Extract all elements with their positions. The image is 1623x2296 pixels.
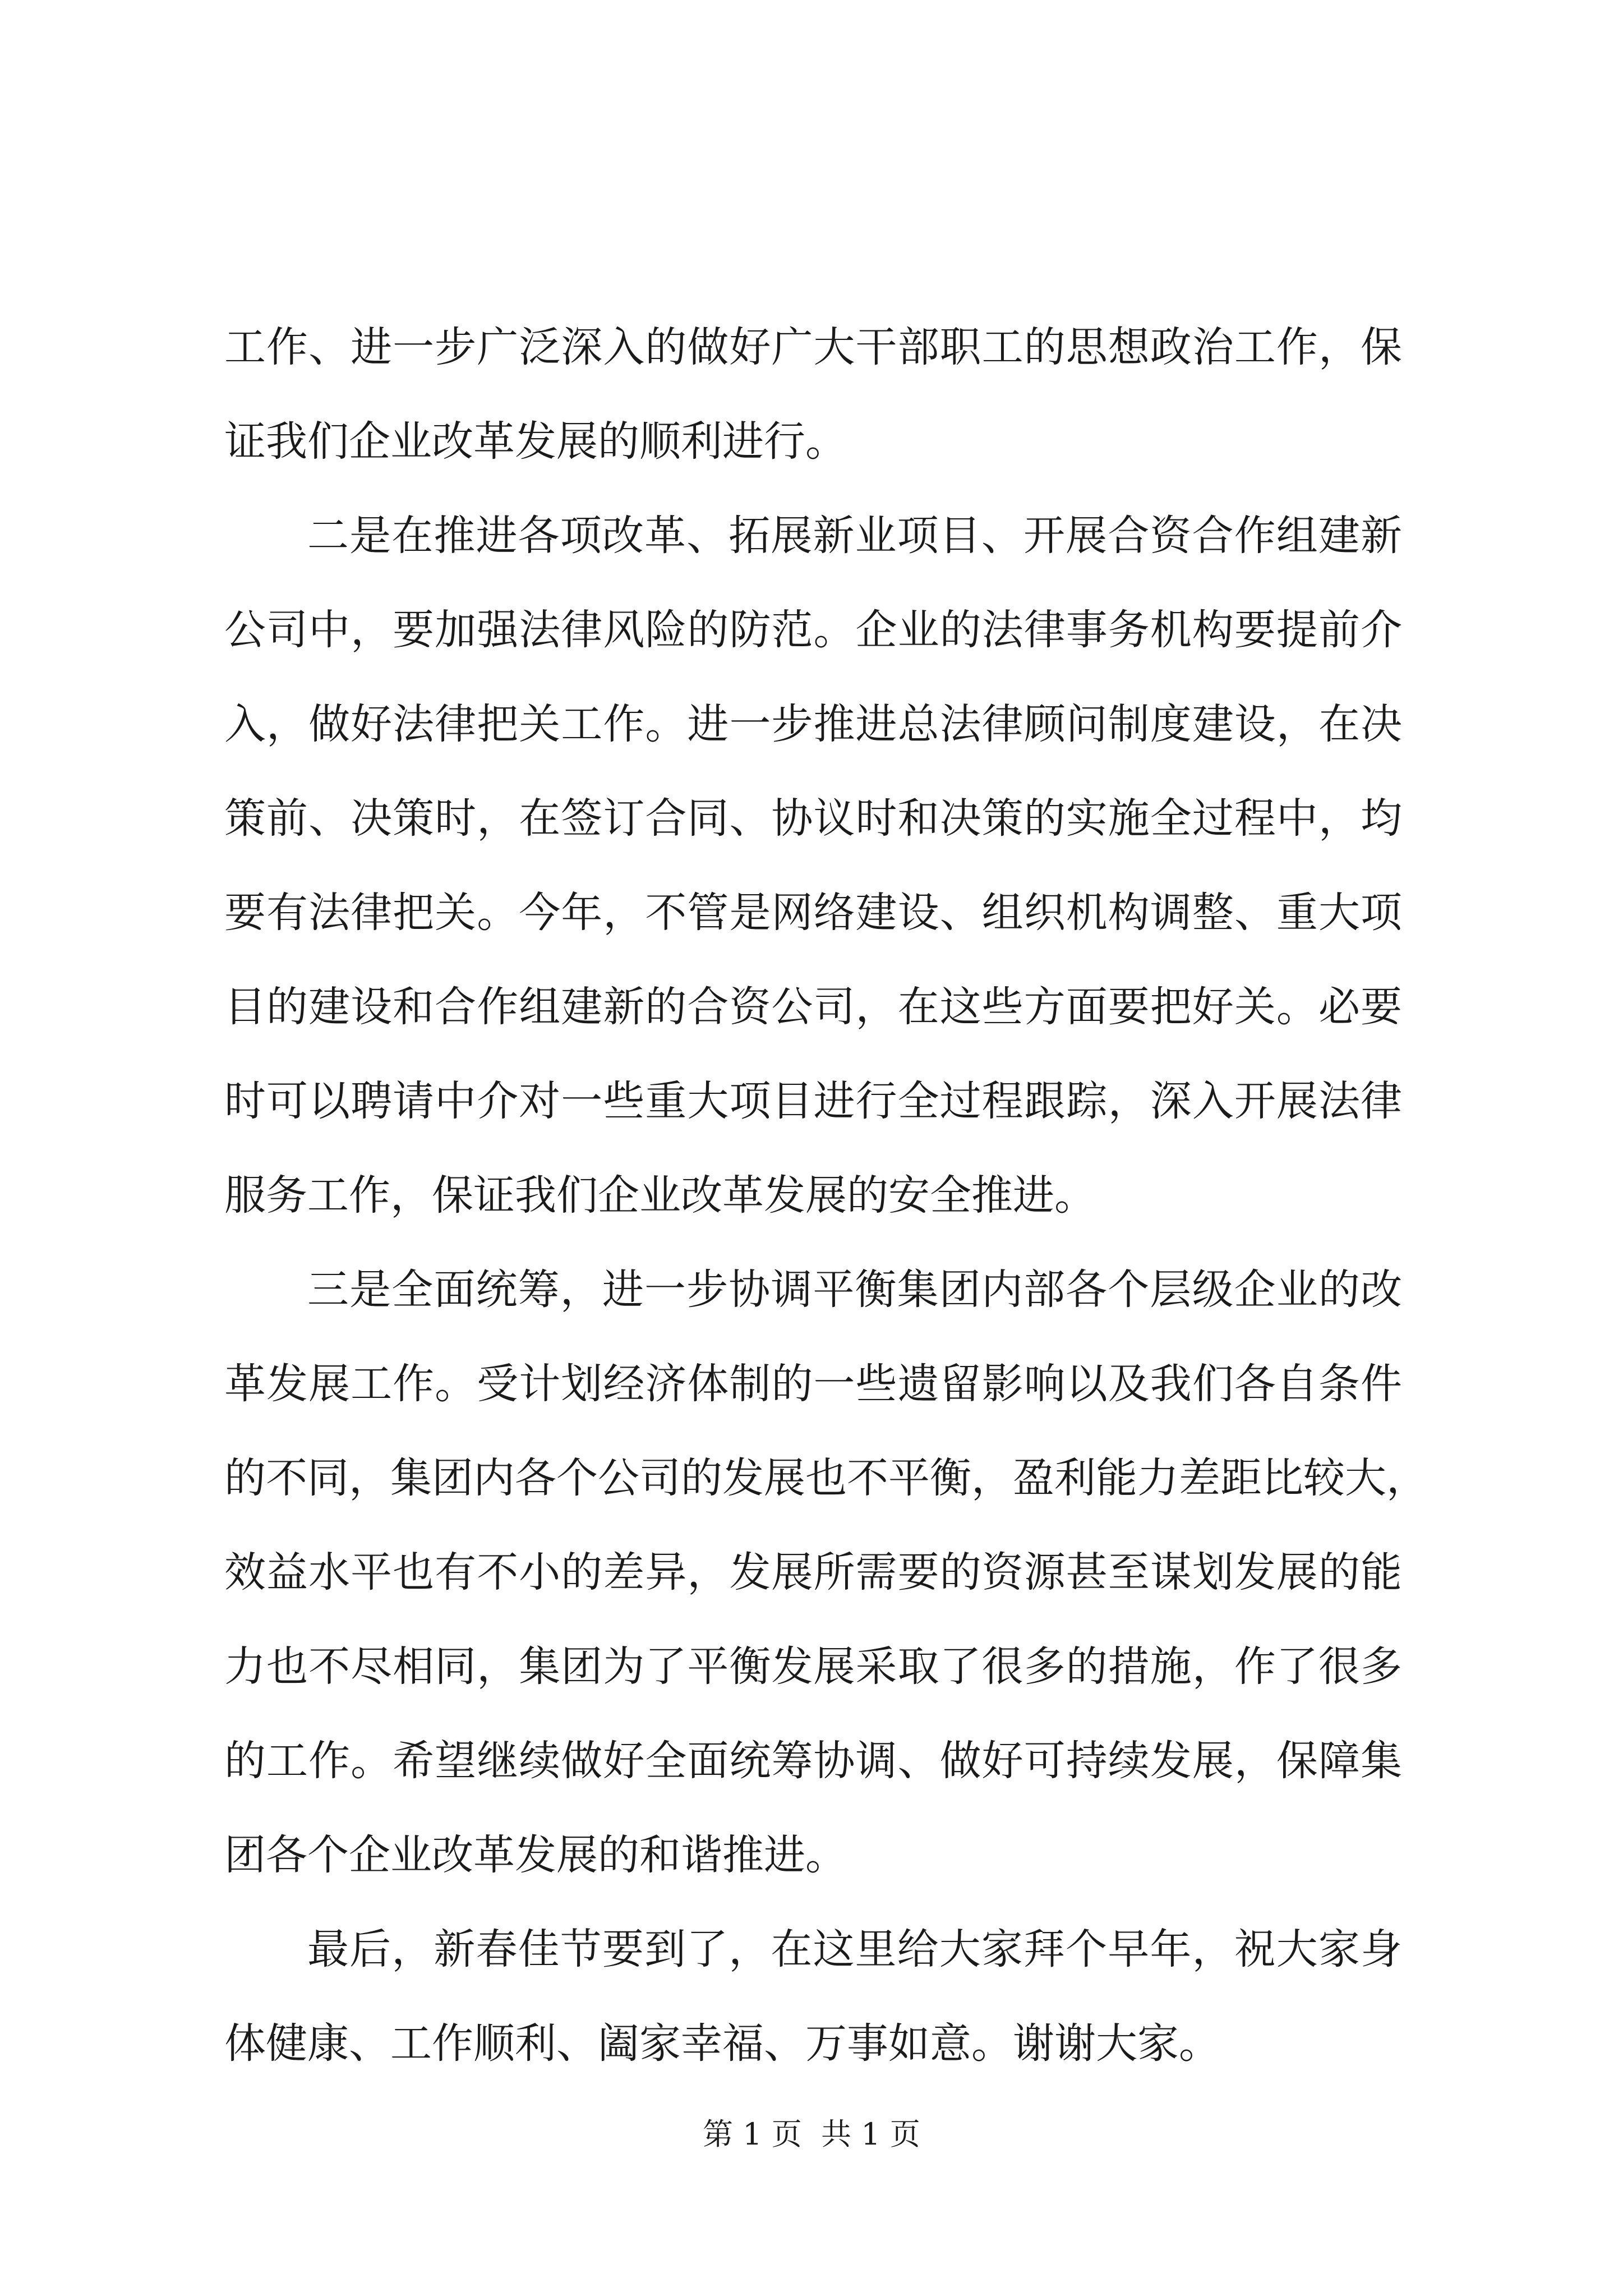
paragraph-3 — [224, 1243, 1428, 1902]
text-line: 工作、进一步广泛深入的做好广大干部职工的思想政治工作，保 — [224, 323, 1402, 371]
paragraph-2 — [224, 489, 1402, 1243]
text-line: 效益水平也有不小的差异，发展所需要的资源甚至谋划发展的能 — [224, 1548, 1402, 1596]
text-line: 力也不尽相同，集团为了平衡发展采取了很多的措施，作了很多 — [224, 1642, 1402, 1691]
text-line: 二是在推进各项改革、拓展新业项目、开展合资合作组建新 — [307, 512, 1402, 560]
text-line: 时可以聘请中介对一些重大项目进行全过程跟踪，深入开展法律 — [224, 1077, 1402, 1125]
document-body — [224, 300, 1428, 2091]
text-line: 要有法律把关。今年，不管是网络建设、组织机构调整、重大项 — [224, 889, 1402, 937]
text-line: 目的建设和合作组建新的合资公司，在这些方面要把好关。必要 — [224, 983, 1402, 1031]
paragraph-1 — [224, 300, 1402, 489]
text-line: 策前、决策时，在签订合同、协议时和决策的实施全过程中，均 — [224, 794, 1402, 843]
text-line: 公司中，要加强法律风险的防范。企业的法律事务机构要提前介 — [224, 606, 1402, 654]
text-line: 服务工作，保证我们企业改革发展的安全推进。 — [224, 1171, 1096, 1220]
text-line: 革发展工作。受计划经济体制的一些遗留影响以及我们各自条件 — [224, 1360, 1402, 1408]
text-line: 三是全面统筹，进一步协调平衡集团内部各个层级企业的改 — [307, 1266, 1402, 1314]
text-line: 最后，新春佳节要到了，在这里给大家拜个早年，祝大家身 — [307, 1925, 1402, 1973]
text-line: 团各个企业改革发展的和谐推进。 — [224, 1831, 847, 1879]
paragraph-4 — [224, 1902, 1402, 2091]
text-line: 入，做好法律把关工作。进一步推进总法律顾问制度建设，在决 — [224, 700, 1402, 748]
text-line: 证我们企业改革发展的顺利进行。 — [224, 417, 847, 466]
text-line: 的不同，集团内各个公司的发展也不平衡，盈利能力差距比较大， — [224, 1454, 1428, 1502]
text-line: 体健康、工作顺利、阖家幸福、万事如意。谢谢大家。 — [224, 2019, 1220, 2068]
text-line: 的工作。希望继续做好全面统筹协调、做好可持续发展，保障集 — [224, 1737, 1402, 1785]
page-footer: 第 1 页 共 1 页 — [703, 2116, 920, 2152]
